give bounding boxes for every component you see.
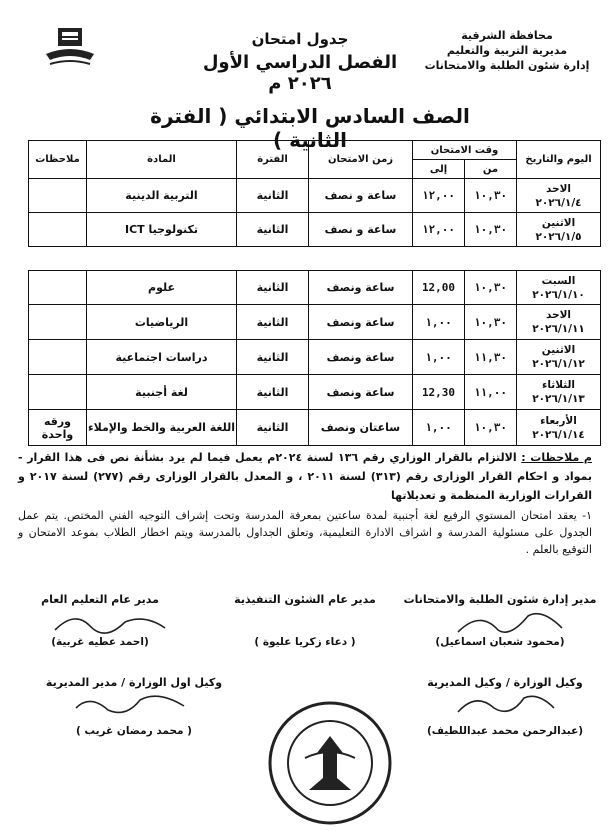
period-cell: الثانية [237,375,309,410]
table-row [29,271,601,305]
notes-cell [29,340,87,375]
header-duration: زمن الامتحان [309,141,413,179]
subject-cell: دراسات اجتماعية [87,340,237,375]
period-cell: الثانية [237,271,309,305]
table-row [29,213,601,247]
table-row [29,375,601,410]
duration-cell: ساعة و نصف [309,179,413,213]
time-from-cell: ١٠,٣٠ [465,305,517,340]
signature-name: (احمد عطيه غربية) [51,636,149,648]
duration-cell: ساعة ونصف [309,340,413,375]
notes-cell [29,271,87,305]
handwritten-signature-icon [50,608,170,638]
signature-name: (عبدالرحمن محمد عبداللطيف) [426,725,584,737]
header-notes: ملاحظات [29,141,87,179]
duration-cell: ساعة ونصف [309,305,413,340]
schedule-table-top [28,140,601,247]
subject-cell: الرياضيات [87,305,237,340]
day-date-cell: الاثنين ٢٠٢٦/١/١٢ [517,340,601,375]
time-to-cell: ١,٠٠ [413,410,465,446]
duration-cell: ساعتان ونصف [309,410,413,446]
handwritten-signature-icon [70,688,190,722]
subject-cell: تكنولوجيا ICT [87,213,237,247]
duration-cell: ساعة و نصف [309,213,413,247]
note-item-1: ١- يعقد امتحان المستوي الرفيع لغة أجنبية لمدة ساعتين بمعرفة المدرسة وتحت إشراف التوجيه الفني المختص. يتم عمل الجدول على مسئولية المدرسة و اشراف الادارة التعليمية، وتعلق الجداول بالمدرسة ويتم اخطار الطلاب بموعد الامتحان و التوقيع بالعلم . [18,509,592,556]
header-to: إلى [413,160,465,179]
time-from-cell: ١٠,٣٠ [465,179,517,213]
table-row [29,179,601,213]
ministry-logo-icon [40,24,100,72]
period-cell: الثانية [237,340,309,375]
time-from-cell: ١١,٣٠ [465,340,517,375]
time-to-cell: 12,30 [413,375,465,410]
handwritten-signature-icon [450,606,570,640]
header-day-date: اليوم والتاريخ [517,141,601,179]
signature-title: مدير عام التعليم العام [41,593,159,606]
duration-cell: ساعة ونصف [309,271,413,305]
time-to-cell: ١,٠٠ [413,305,465,340]
day-date-cell: الأربعاء ٢٠٢٦/١/١٤ [517,410,601,446]
notes-label: م ملاحظات : [521,451,592,464]
subject-cell: التربية الدينية [87,179,237,213]
directorate-label: مديرية التربية والتعليم [446,44,568,57]
table-row [29,410,601,446]
signature-title: مدير إدارة شئون الطلبة والامتحانات [403,593,597,606]
notes-cell [29,375,87,410]
day-date-cell: الثلاثاء ٢٠٢٦/١/١٣ [517,375,601,410]
duration-cell: ساعة ونصف [309,375,413,410]
header-from: من [465,160,517,179]
time-to-cell: ١٢,٠٠ [413,213,465,247]
signature-title: مدير عام الشئون التنفيذية [234,593,376,606]
official-stamp-icon [265,698,395,828]
department-label: إدارة شئون الطلبة والامتحانات [424,59,590,72]
organization-block [422,28,592,73]
schedule-table-bottom [28,270,601,446]
time-from-cell: ١٠,٣٠ [465,271,517,305]
signature-title: وكيل اول الوزارة / مدير المديرية [45,676,223,689]
page-subtitle: الفصل الدراسي الأول ٢٠٢٦ م [202,52,398,94]
subject-cell: علوم [87,271,237,305]
exam-schedule-page [10,8,600,823]
day-date-cell: الاحد ٢٠٢٦/١/٤ [517,179,601,213]
day-date-cell: الاثنين ٢٠٢٦/١/٥ [517,213,601,247]
day-date-cell: السبت ٢٠٢٦/١/١٠ [517,271,601,305]
period-cell: الثانية [237,305,309,340]
time-to-cell: 12,00 [413,271,465,305]
time-from-cell: ١٠,٣٠ [465,213,517,247]
notes-main-text: الالتزام بالقرار الوزاري رقم ١٣٦ لسنة ٢٠٢٤م يعمل فيما لم يرد بشأنة نص فى هذا القرار - بمواد و احكام القرار الوزارى رقم (٣١٣) لسنة ٢٠١١ ، و المعدل بالقرار الوزارى رقم (٢٧٧) لسنة ٢٠١٧ و القرارات الوزارية المنظمة و تعديلاتها [18,451,593,502]
period-cell: الثانية [237,213,309,247]
page-title: جدول امتحان [251,30,349,48]
header-exam-time: وقت الامتحان [413,141,517,160]
handwritten-signature-icon [450,688,560,722]
header-subject: المادة [87,141,237,179]
period-cell: الثانية [237,179,309,213]
subject-cell: لغة أجنبية [87,375,237,410]
table-row [29,340,601,375]
day-date-cell: الاحد ٢٠٢٦/١/١١ [517,305,601,340]
notes-cell [29,179,87,213]
period-cell: الثانية [237,410,309,446]
subject-cell: اللغة العربية والخط والإملاء [87,410,237,446]
time-from-cell: ١١,٠٠ [465,375,517,410]
governorate-label: محافظة الشرقية [461,29,553,42]
time-from-cell: ١٠,٣٠ [465,410,517,446]
notes-section [18,448,592,558]
notes-cell [29,213,87,247]
signature-executive-affairs [220,593,390,648]
header-period: الفترة [237,141,309,179]
signature-name: (محمود شعبان اسماعيل) [435,636,565,648]
table-row [29,305,601,340]
notes-cell [29,305,87,340]
time-to-cell: ١,٠٠ [413,340,465,375]
signature-name: ( محمد رمضان غريب ) [76,725,192,737]
title-block [180,30,420,94]
grade-title: الصف السادس الابتدائي ( الفترة الثانية ) [150,104,470,152]
notes-cell: ورقه واحدة [29,410,87,446]
time-to-cell: ١٢,٠٠ [413,179,465,213]
signature-name: ( دعاء زكريا عليوة ) [254,636,356,648]
signature-title: وكيل الوزارة / وكيل المديرية [427,676,583,689]
